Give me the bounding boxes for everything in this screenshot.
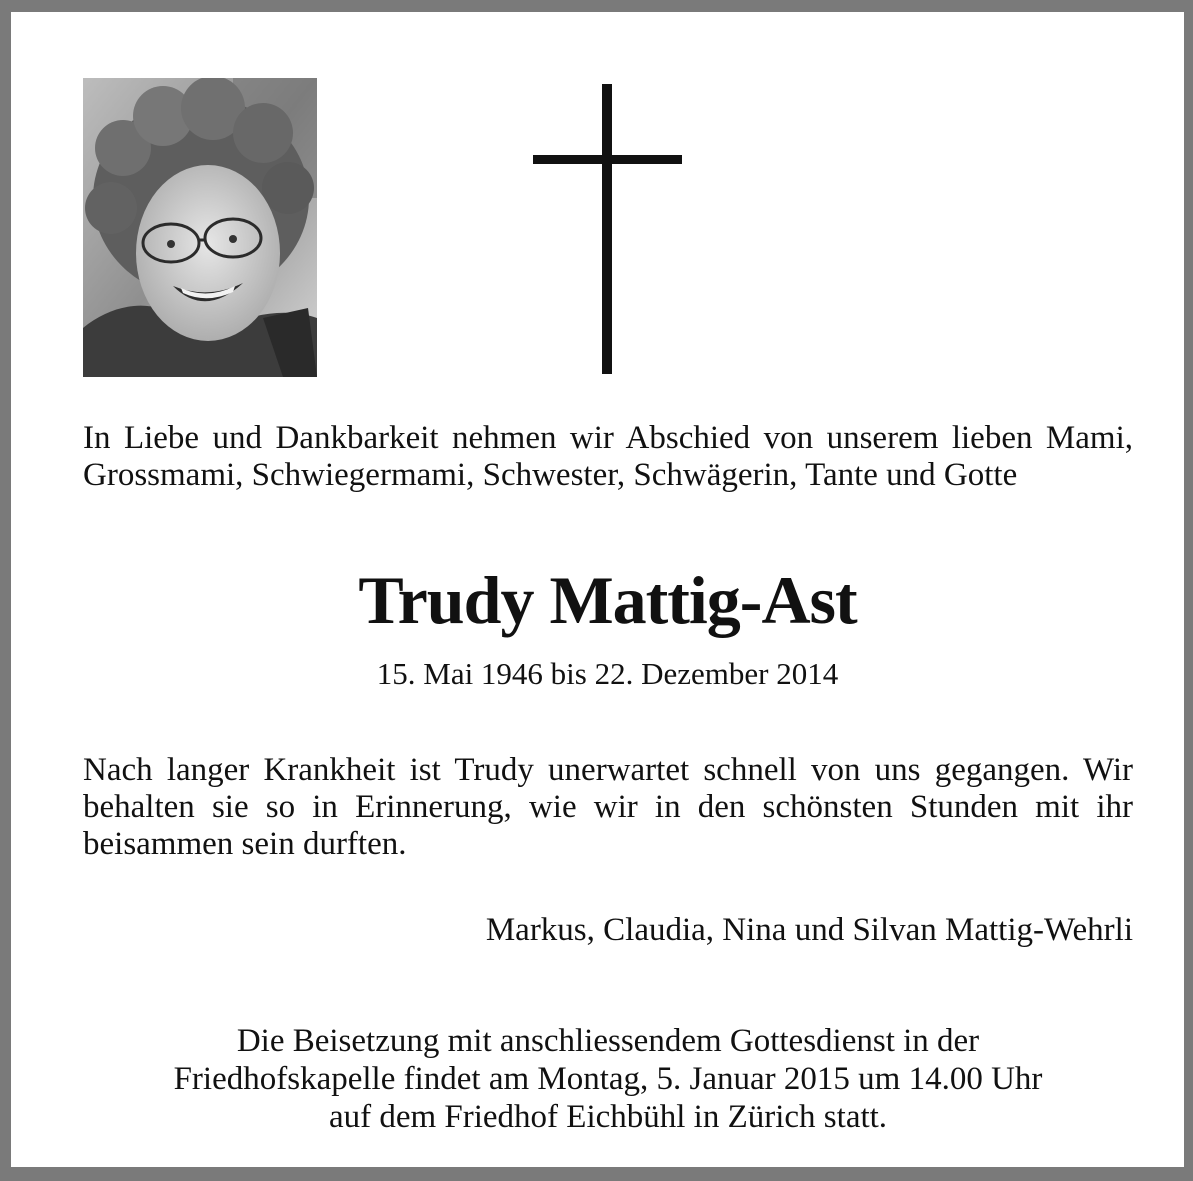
funeral-line: Friedhofskapelle findet am Montag, 5. Januar 2015 um 14.00 Uhr	[173, 1061, 1043, 1097]
cross-icon	[533, 84, 682, 374]
deceased-name: Trudy Mattig-Ast	[358, 562, 857, 638]
signers: Markus, Claudia, Nina und Silvan Mattig-Wehrli	[485, 912, 1133, 948]
cross-vertical-bar	[602, 84, 612, 374]
cross-horizontal-bar	[533, 155, 682, 164]
intro-text: In Liebe und Dankbarkeit nehmen wir Abschied von unserem lieben Mami, Grossmami, Schwiegermami, Schwester, Schwägerin, Tante und Gotte	[83, 420, 1133, 493]
life-dates: 15. Mai 1946 bis 22. Dezember 2014	[376, 656, 839, 691]
message-text: Nach langer Krankheit ist Trudy unerwartet schnell von uns gegangen. Wir behalten sie so in Erinnerung, wie wir in den schönsten Stunden mit ihr beisammen sein durften.	[83, 752, 1133, 862]
funeral-line: auf dem Friedhof Eichbühl in Zürich statt.	[328, 1099, 888, 1135]
portrait-photo	[83, 78, 317, 377]
funeral-line: Die Beisetzung mit anschliessendem Gottesdienst in der	[236, 1023, 980, 1059]
funeral-info	[91, 1022, 1125, 1136]
